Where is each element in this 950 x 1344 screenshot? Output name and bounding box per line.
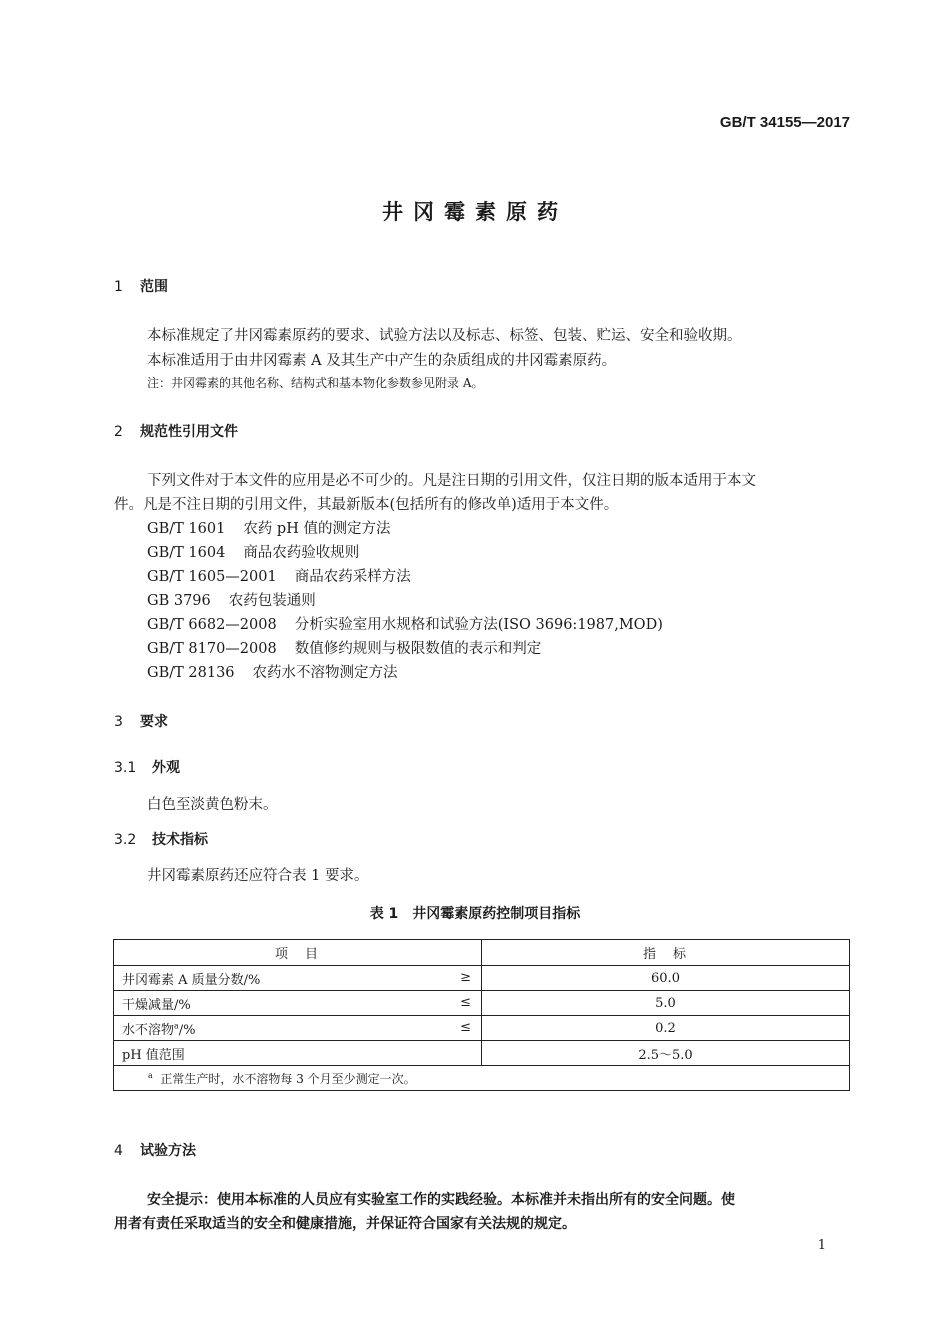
table-row (114, 966, 850, 991)
relation-sign: ≤ (460, 1020, 471, 1035)
section-1-note: 注：井冈霉素的其他名称、结构式和基本物化参数参见附录 A。 (147, 376, 484, 390)
table-row (114, 1016, 850, 1041)
table-footnote-row (114, 1066, 850, 1091)
subsection-number: 3.2 (114, 832, 137, 848)
item-label: pH 值范围 (122, 1047, 185, 1063)
reference-code: GB/T 6682—2008 (147, 617, 277, 633)
reference-title: 农药包装通则 (228, 593, 316, 609)
subsection-3-1-heading (114, 757, 180, 777)
table-row (114, 1041, 850, 1066)
item-cell (114, 966, 482, 991)
reference-code: GB/T 1601 (147, 521, 226, 537)
section-title: 要求 (140, 714, 168, 730)
item-cell (114, 1041, 482, 1066)
value-cell: 0.2 (482, 1016, 850, 1041)
subsection-title: 技术指标 (152, 832, 208, 848)
section-number: 2 (114, 424, 123, 440)
reference-code: GB 3796 (147, 593, 211, 609)
section-title: 范围 (140, 279, 168, 295)
value-cell: 5.0 (482, 991, 850, 1016)
subsection-3-2-text: 井冈霉素原药还应符合表 1 要求。 (147, 868, 369, 884)
reference-item (147, 637, 541, 658)
footnote-text: 正常生产时，水不溶物每 3 个月至少测定一次。 (160, 1071, 416, 1086)
footnote-mark: a (148, 1070, 153, 1080)
subsection-3-1-text: 白色至淡黄色粉末。 (147, 797, 278, 813)
section-2-intro-line-2: 件。凡是不注日期的引用文件，其最新版本(包括所有的修改单)适用于本文件。 (114, 497, 619, 513)
standard-code: GB/T 34155—2017 (719, 114, 850, 131)
reference-title: 数值修约规则与极限数值的表示和判定 (294, 641, 542, 657)
reference-item (147, 517, 390, 538)
section-1-para-1: 本标准规定了井冈霉素原药的要求、试验方法以及标志、标签、包装、贮运、安全和验收期。 (147, 328, 742, 344)
relation-sign: ≤ (460, 995, 471, 1010)
column-header-item: 项 目 (114, 940, 482, 966)
reference-title: 分析实验室用水规格和试验方法(ISO 3696:1987,MOD) (294, 617, 663, 633)
footnote-mark: a (174, 1021, 179, 1031)
section-1-heading (114, 276, 168, 296)
reference-code: GB/T 1605—2001 (147, 569, 277, 585)
reference-title: 商品农药采样方法 (294, 569, 411, 585)
reference-title: 农药水不溶物测定方法 (252, 665, 398, 681)
item-label: 水不溶物 (122, 1022, 175, 1038)
reference-item (147, 661, 398, 682)
column-header-value: 指 标 (482, 940, 850, 966)
table-header-row (114, 940, 850, 966)
document-title: 井冈霉素原药 (382, 200, 568, 224)
table-caption: 表 1 井冈霉素原药控制项目指标 (369, 906, 581, 922)
reference-item (147, 613, 663, 634)
section-3-heading (114, 711, 168, 731)
reference-item (147, 565, 411, 586)
section-number: 3 (114, 714, 123, 730)
item-cell (114, 991, 482, 1016)
section-number: 4 (114, 1143, 123, 1159)
safety-warning-line-1: 安全提示：使用本标准的人员应有实验室工作的实践经验。本标准并未指出所有的安全问题。使 (147, 1192, 735, 1208)
reference-code: GB/T 8170—2008 (147, 641, 277, 657)
reference-title: 农药 pH 值的测定方法 (243, 521, 391, 537)
reference-title: 商品农药验收规则 (243, 545, 360, 561)
subsection-number: 3.1 (114, 760, 137, 776)
spec-table (113, 939, 850, 1091)
section-2-heading (114, 421, 238, 441)
page-number: 1 (817, 1238, 826, 1253)
subsection-title: 外观 (152, 760, 180, 776)
reference-item (147, 541, 359, 562)
reference-code: GB/T 1604 (147, 545, 226, 561)
safety-warning-line-2: 用者有责任采取适当的安全和健康措施，并保证符合国家有关法规的规定。 (114, 1216, 576, 1232)
table-row (114, 991, 850, 1016)
section-title: 试验方法 (140, 1143, 196, 1159)
relation-sign: ≥ (460, 970, 471, 985)
section-number: 1 (114, 279, 123, 295)
reference-code: GB/T 28136 (147, 665, 235, 681)
section-title: 规范性引用文件 (140, 424, 238, 440)
item-label-suffix: /% (178, 1022, 196, 1038)
section-1-para-2: 本标准适用于由井冈霉素 A 及其生产中产生的杂质组成的井冈霉素原药。 (147, 353, 617, 369)
value-cell: 60.0 (482, 966, 850, 991)
reference-item (147, 589, 316, 610)
table-footnote (114, 1066, 850, 1091)
item-label: 井冈霉素 A 质量分数/% (122, 972, 261, 988)
item-label: 干燥减量/% (122, 997, 191, 1013)
section-2-intro-line-1: 下列文件对于本文件的应用是必不可少的。凡是注日期的引用文件，仅注日期的版本适用于本文 (147, 473, 756, 489)
value-cell: 2.5～5.0 (482, 1041, 850, 1066)
subsection-3-2-heading (114, 829, 208, 849)
item-cell (114, 1016, 482, 1041)
section-4-heading (114, 1140, 196, 1160)
